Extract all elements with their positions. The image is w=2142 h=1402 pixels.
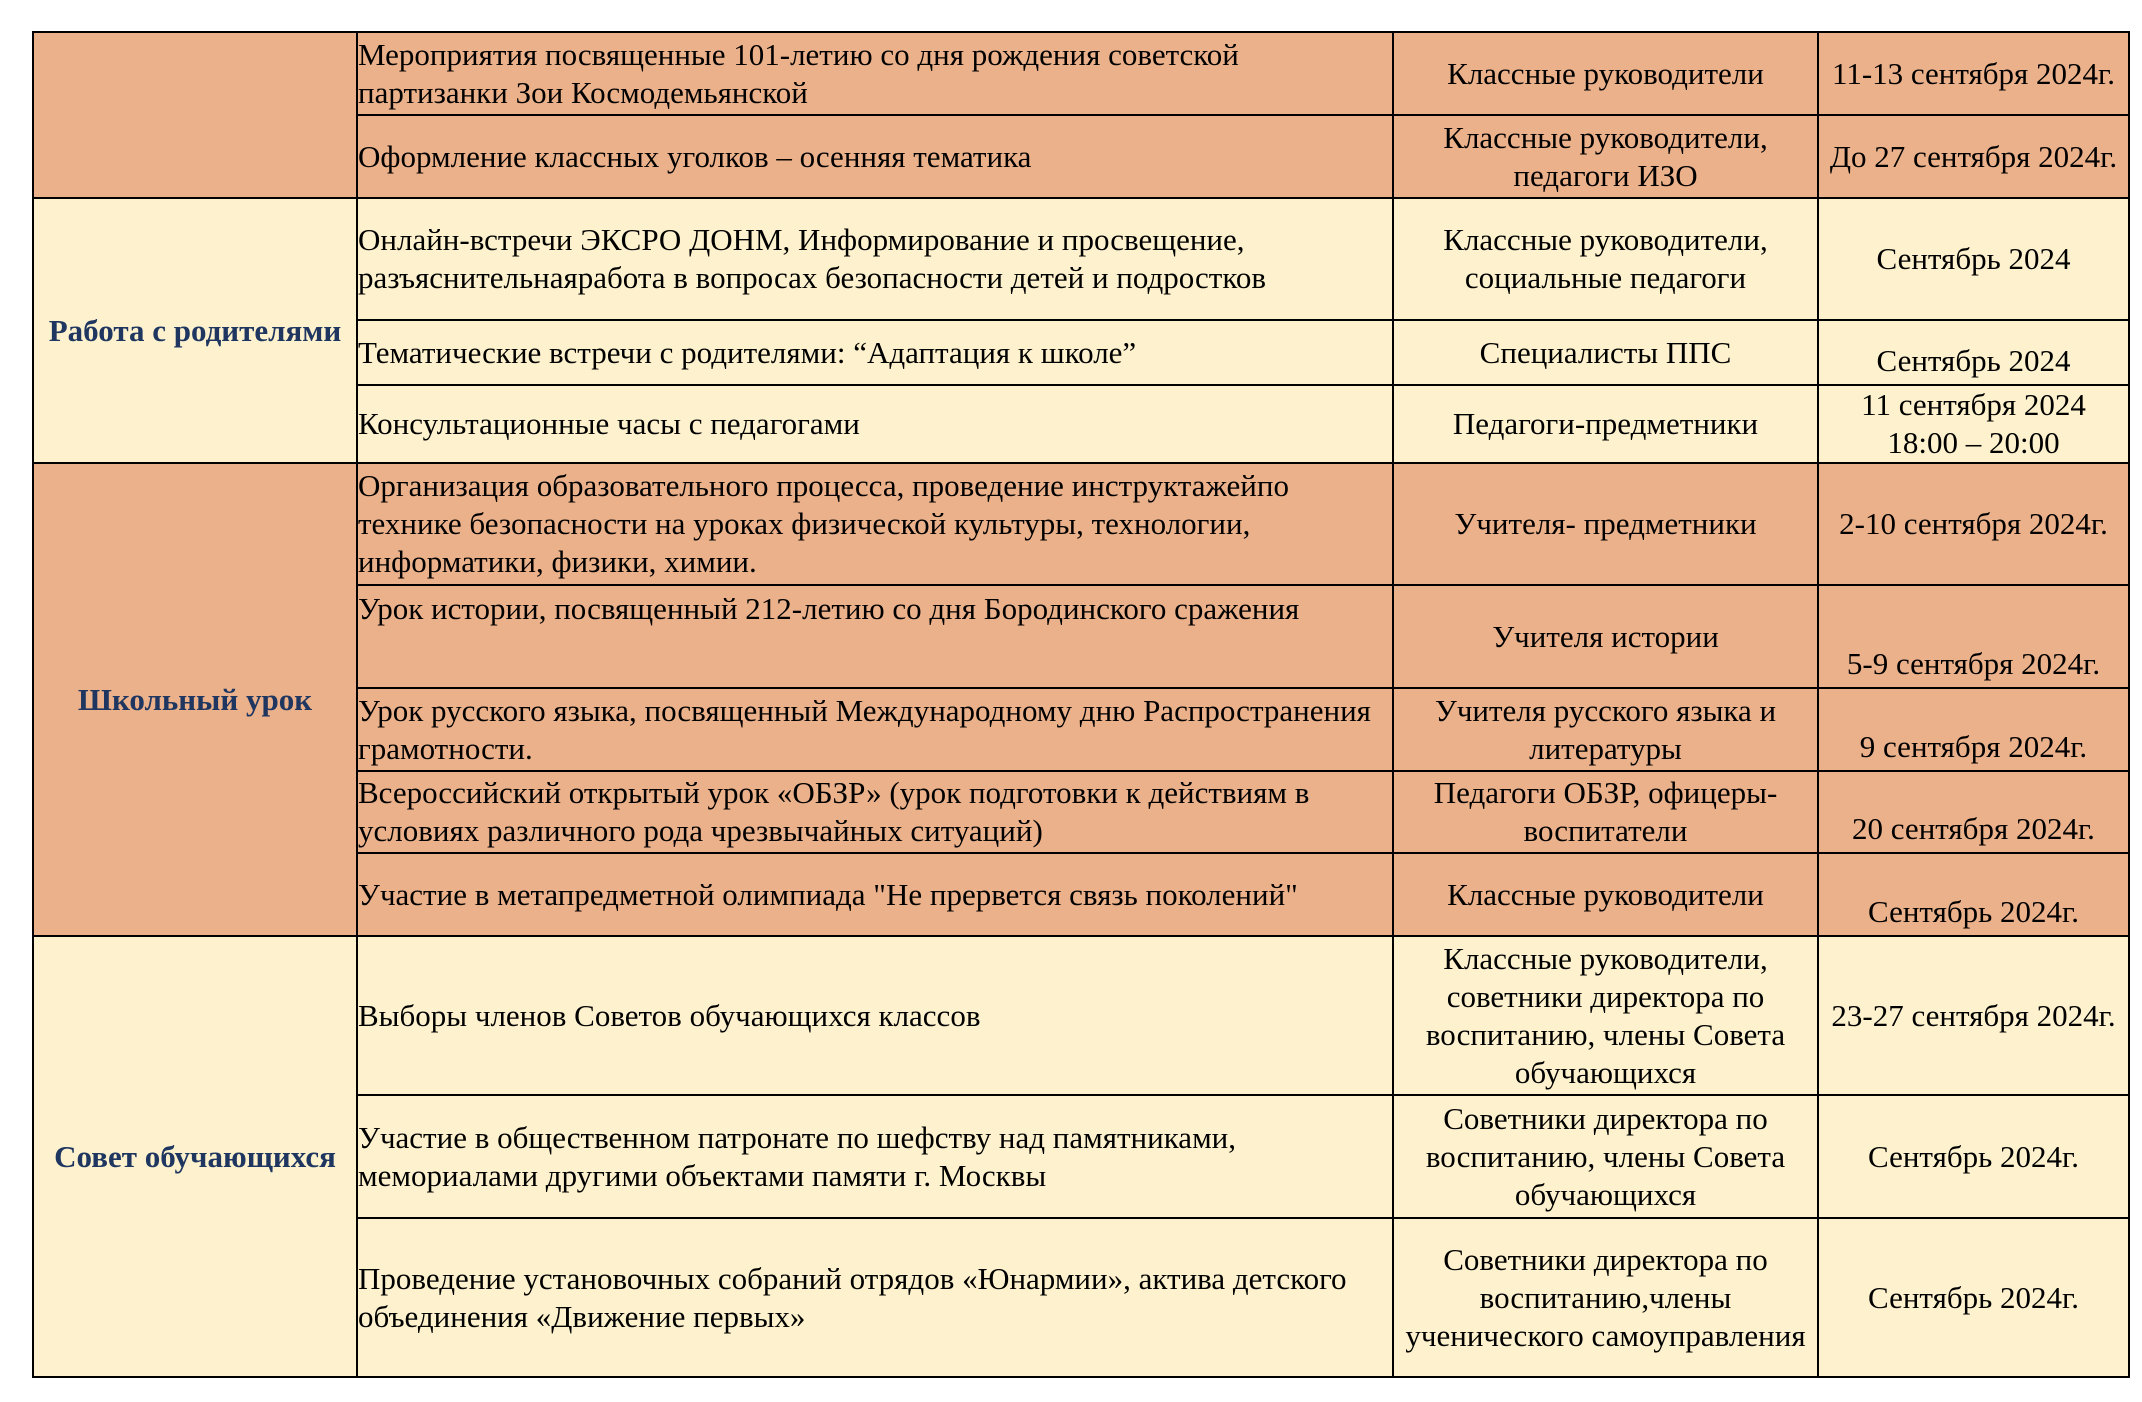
date-cell: Сентябрь 2024 bbox=[1818, 320, 2129, 385]
event-cell: Онлайн-встречи ЭКСРО ДОНМ, Информирование и просвещение, разъяснительнаяработа в вопросах безопасности детей и подростков bbox=[357, 198, 1393, 320]
event-cell: Урок русского языка, посвященный Международному дню Распространения грамотности. bbox=[357, 688, 1393, 771]
section-title-school-lesson: Школьный урок bbox=[33, 463, 357, 936]
responsible-cell: Классные руководители, социальные педагоги bbox=[1393, 198, 1818, 320]
time-text: 18:00 – 20:00 bbox=[1887, 425, 2060, 460]
responsible-cell: Классные руководители, педагоги ИЗО bbox=[1393, 115, 1818, 198]
responsible-cell: Педагоги ОБЗР, офицеры-воспитатели bbox=[1393, 771, 1818, 853]
responsible-cell: Классные руководители bbox=[1393, 32, 1818, 115]
table-row bbox=[33, 463, 2129, 585]
event-cell: Урок истории, посвященный 212-летию со дня Бородинского сражения bbox=[357, 585, 1393, 688]
responsible-cell: Учителя русского языка и литературы bbox=[1393, 688, 1818, 771]
responsible-cell: Советники директора по воспитанию,члены ученического самоуправления bbox=[1393, 1218, 1818, 1377]
responsible-cell: Учителя истории bbox=[1393, 585, 1818, 688]
section-title-parents: Работа с родителями bbox=[33, 198, 357, 463]
date-cell: Сентябрь 2024г. bbox=[1818, 1095, 2129, 1218]
responsible-cell: Советники директора по воспитанию, члены Совета обучающихся bbox=[1393, 1095, 1818, 1218]
event-cell: Проведение установочных собраний отрядов «Юнармии», актива детского объединения «Движение первых» bbox=[357, 1218, 1393, 1377]
responsible-cell: Классные руководители bbox=[1393, 853, 1818, 936]
date-cell: 20 сентября 2024г. bbox=[1818, 771, 2129, 853]
table-row bbox=[33, 32, 2129, 115]
event-cell: Участие в метапредметной олимпиада "Не прервется связь поколений" bbox=[357, 853, 1393, 936]
event-cell: Тематические встречи с родителями: “Адаптация к школе” bbox=[357, 320, 1393, 385]
date-text: 11 сентября 2024 bbox=[1861, 387, 2086, 422]
responsible-cell: Специалисты ППС bbox=[1393, 320, 1818, 385]
table-row bbox=[33, 936, 2129, 1095]
section-cell-empty bbox=[33, 32, 357, 198]
responsible-cell: Классные руководители, советники директора по воспитанию, члены Совета обучающихся bbox=[1393, 936, 1818, 1095]
date-cell: Сентябрь 2024г. bbox=[1818, 1218, 2129, 1377]
date-cell: 11-13 сентября 2024г. bbox=[1818, 32, 2129, 115]
date-cell: 2-10 сентября 2024г. bbox=[1818, 463, 2129, 585]
event-cell: Всероссийский открытый урок «ОБЗР» (урок подготовки к действиям в условиях различного рода чрезвычайных ситуаций) bbox=[357, 771, 1393, 853]
date-time-cell bbox=[1818, 385, 2129, 463]
date-cell: Сентябрь 2024 bbox=[1818, 198, 2129, 320]
events-table bbox=[32, 31, 2130, 1378]
date-cell: Сентябрь 2024г. bbox=[1818, 853, 2129, 936]
event-cell: Оформление классных уголков – осенняя тематика bbox=[357, 115, 1393, 198]
table-row bbox=[33, 198, 2129, 320]
event-cell: Мероприятия посвященные 101-летию со дня рождения советской партизанки Зои Космодемьянской bbox=[357, 32, 1393, 115]
date-cell: 5-9 сентября 2024г. bbox=[1818, 585, 2129, 688]
date-cell: 9 сентября 2024г. bbox=[1818, 688, 2129, 771]
date-cell: До 27 сентября 2024г. bbox=[1818, 115, 2129, 198]
event-cell: Участие в общественном патронате по шефству над памятниками, мемориалами другими объектами памяти г. Москвы bbox=[357, 1095, 1393, 1218]
responsible-cell: Учителя- предметники bbox=[1393, 463, 1818, 585]
section-title-student-council: Совет обучающихся bbox=[33, 936, 357, 1377]
responsible-cell: Педагоги-предметники bbox=[1393, 385, 1818, 463]
event-cell: Выборы членов Советов обучающихся классов bbox=[357, 936, 1393, 1095]
event-cell: Консультационные часы с педагогами bbox=[357, 385, 1393, 463]
date-cell: 23-27 сентября 2024г. bbox=[1818, 936, 2129, 1095]
event-cell: Организация образовательного процесса, проведение инструктажейпо технике безопасности на уроках физической культуры, технологии, информатики, физики, химии. bbox=[357, 463, 1393, 585]
